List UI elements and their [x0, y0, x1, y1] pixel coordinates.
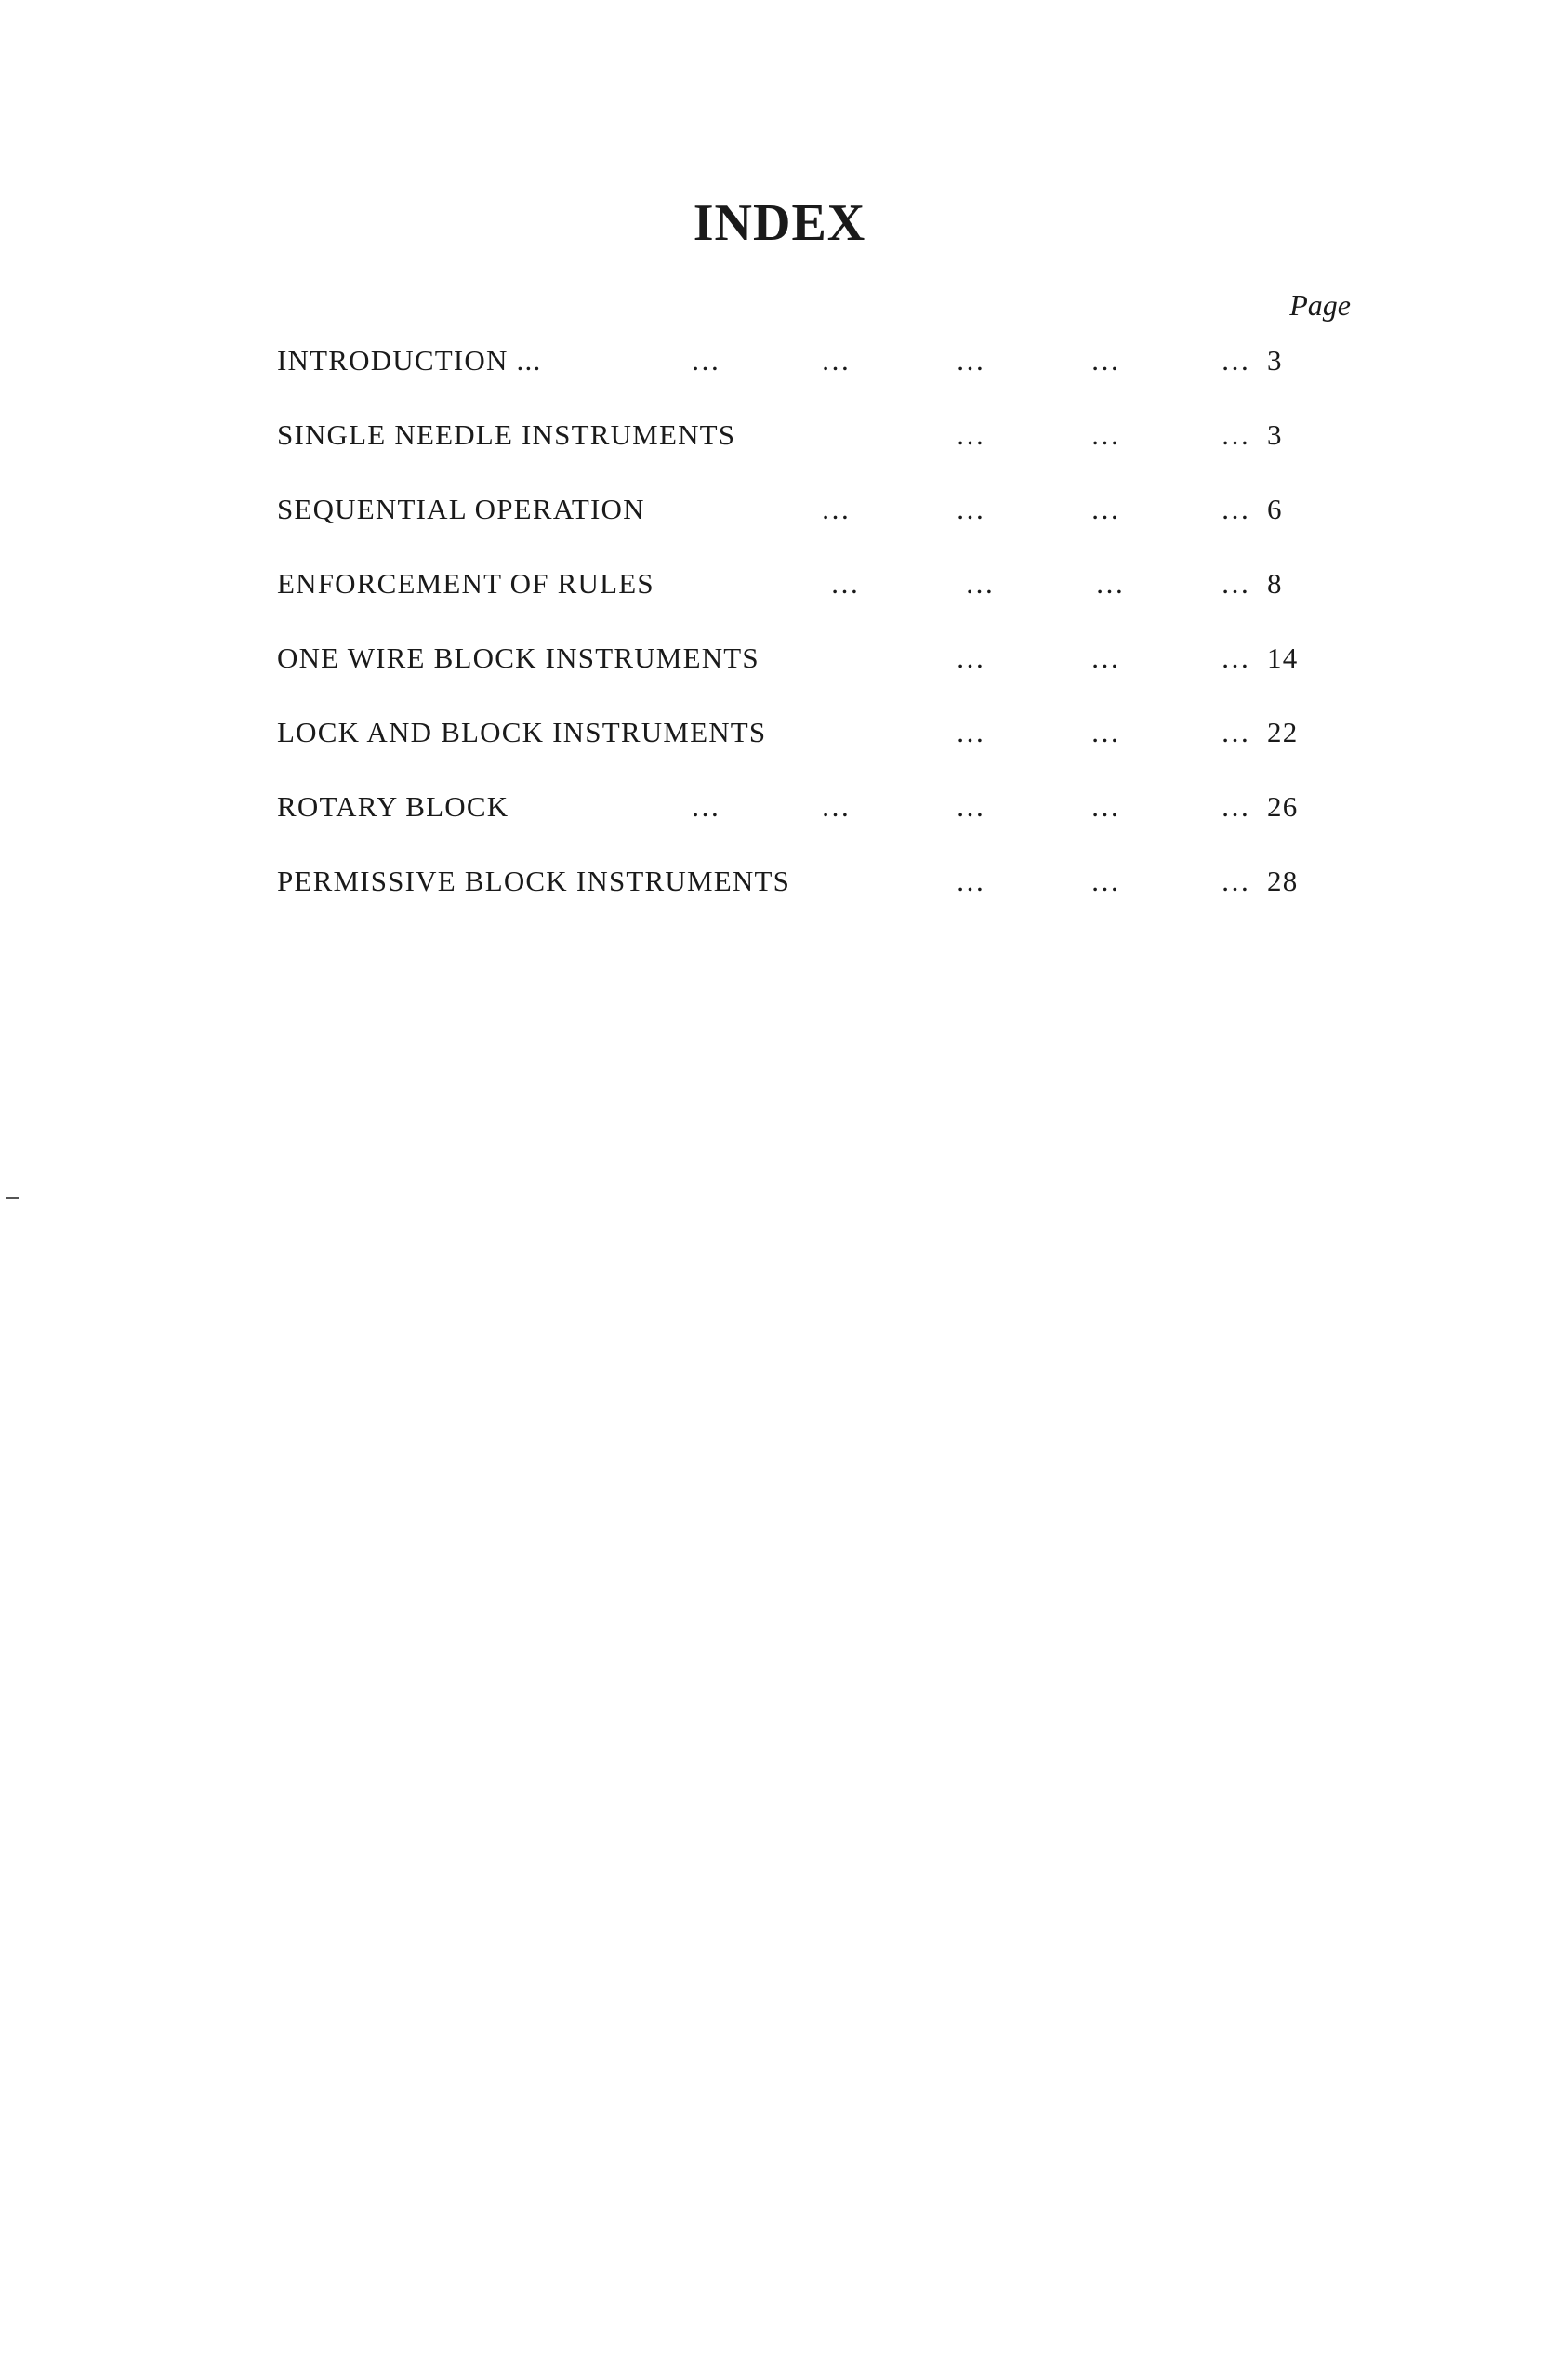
page-column-header: Page: [1289, 288, 1351, 322]
leader-dots: …: [956, 865, 985, 897]
leader-dots: …: [1221, 716, 1250, 748]
leader-dots: …: [956, 790, 985, 823]
table-of-contents: [277, 342, 1323, 937]
leader-dots: …: [1221, 641, 1250, 674]
leader-dots: …: [1221, 418, 1250, 451]
toc-entry-permissive-block-instruments[interactable]: [277, 863, 1323, 937]
toc-entry-page-number: 3: [1267, 344, 1283, 377]
toc-entry-single-needle-instruments[interactable]: [277, 416, 1323, 491]
leader-dots: …: [1090, 493, 1120, 525]
leader-dots: …: [1221, 567, 1250, 600]
leader-dots: …: [956, 344, 985, 377]
toc-entry-introduction[interactable]: [277, 342, 1323, 416]
leader-dots: …: [965, 567, 995, 600]
leader-dots: …: [1221, 790, 1250, 823]
page-title: INDEX: [693, 194, 866, 252]
leader-dots: …: [1090, 865, 1120, 897]
toc-entry-label: SINGLE NEEDLE INSTRUMENTS: [277, 418, 736, 451]
toc-entry-lock-and-block-instruments[interactable]: [277, 714, 1323, 788]
leader-dots: …: [691, 344, 720, 377]
leader-dots: …: [821, 493, 851, 525]
toc-entry-page-number: 3: [1267, 418, 1283, 451]
leader-dots: …: [1090, 716, 1120, 748]
leader-dots: …: [1090, 344, 1120, 377]
leader-dots: …: [1095, 567, 1125, 600]
toc-entry-label: SEQUENTIAL OPERATION: [277, 493, 645, 525]
leader-dots: …: [1090, 641, 1120, 674]
leader-dots: …: [821, 790, 851, 823]
toc-entry-page-number: 8: [1267, 567, 1283, 600]
toc-entry-label: ONE WIRE BLOCK INSTRUMENTS: [277, 641, 760, 674]
leader-dots: …: [691, 790, 720, 823]
leader-dots: …: [956, 716, 985, 748]
toc-entry-label: ROTARY BLOCK: [277, 790, 509, 823]
leader-dots: …: [1221, 865, 1250, 897]
leader-dots: …: [956, 641, 985, 674]
leader-dots: …: [956, 493, 985, 525]
toc-entry-sequential-operation[interactable]: [277, 491, 1323, 565]
leader-dots: …: [821, 344, 851, 377]
toc-entry-page-number: 28: [1267, 865, 1299, 897]
leader-dots: …: [1221, 344, 1250, 377]
toc-entry-page-number: 6: [1267, 493, 1283, 525]
leader-dots: …: [956, 418, 985, 451]
toc-entry-rotary-block[interactable]: [277, 788, 1323, 863]
toc-entry-enforcement-of-rules[interactable]: [277, 565, 1323, 640]
toc-entry-label: INTRODUCTION ...: [277, 344, 542, 377]
leader-dots: …: [830, 567, 860, 600]
leader-dots: …: [1090, 418, 1120, 451]
toc-entry-page-number: 14: [1267, 641, 1299, 674]
margin-mark: [6, 1197, 19, 1199]
toc-entry-label: LOCK AND BLOCK INSTRUMENTS: [277, 716, 767, 748]
toc-entry-page-number: 26: [1267, 790, 1299, 823]
toc-entry-label: PERMISSIVE BLOCK INSTRUMENTS: [277, 865, 791, 897]
leader-dots: …: [1221, 493, 1250, 525]
leader-dots: …: [1090, 790, 1120, 823]
toc-entry-page-number: 22: [1267, 716, 1299, 748]
toc-entry-label: ENFORCEMENT OF RULES: [277, 567, 654, 600]
toc-entry-one-wire-block-instruments[interactable]: [277, 640, 1323, 714]
